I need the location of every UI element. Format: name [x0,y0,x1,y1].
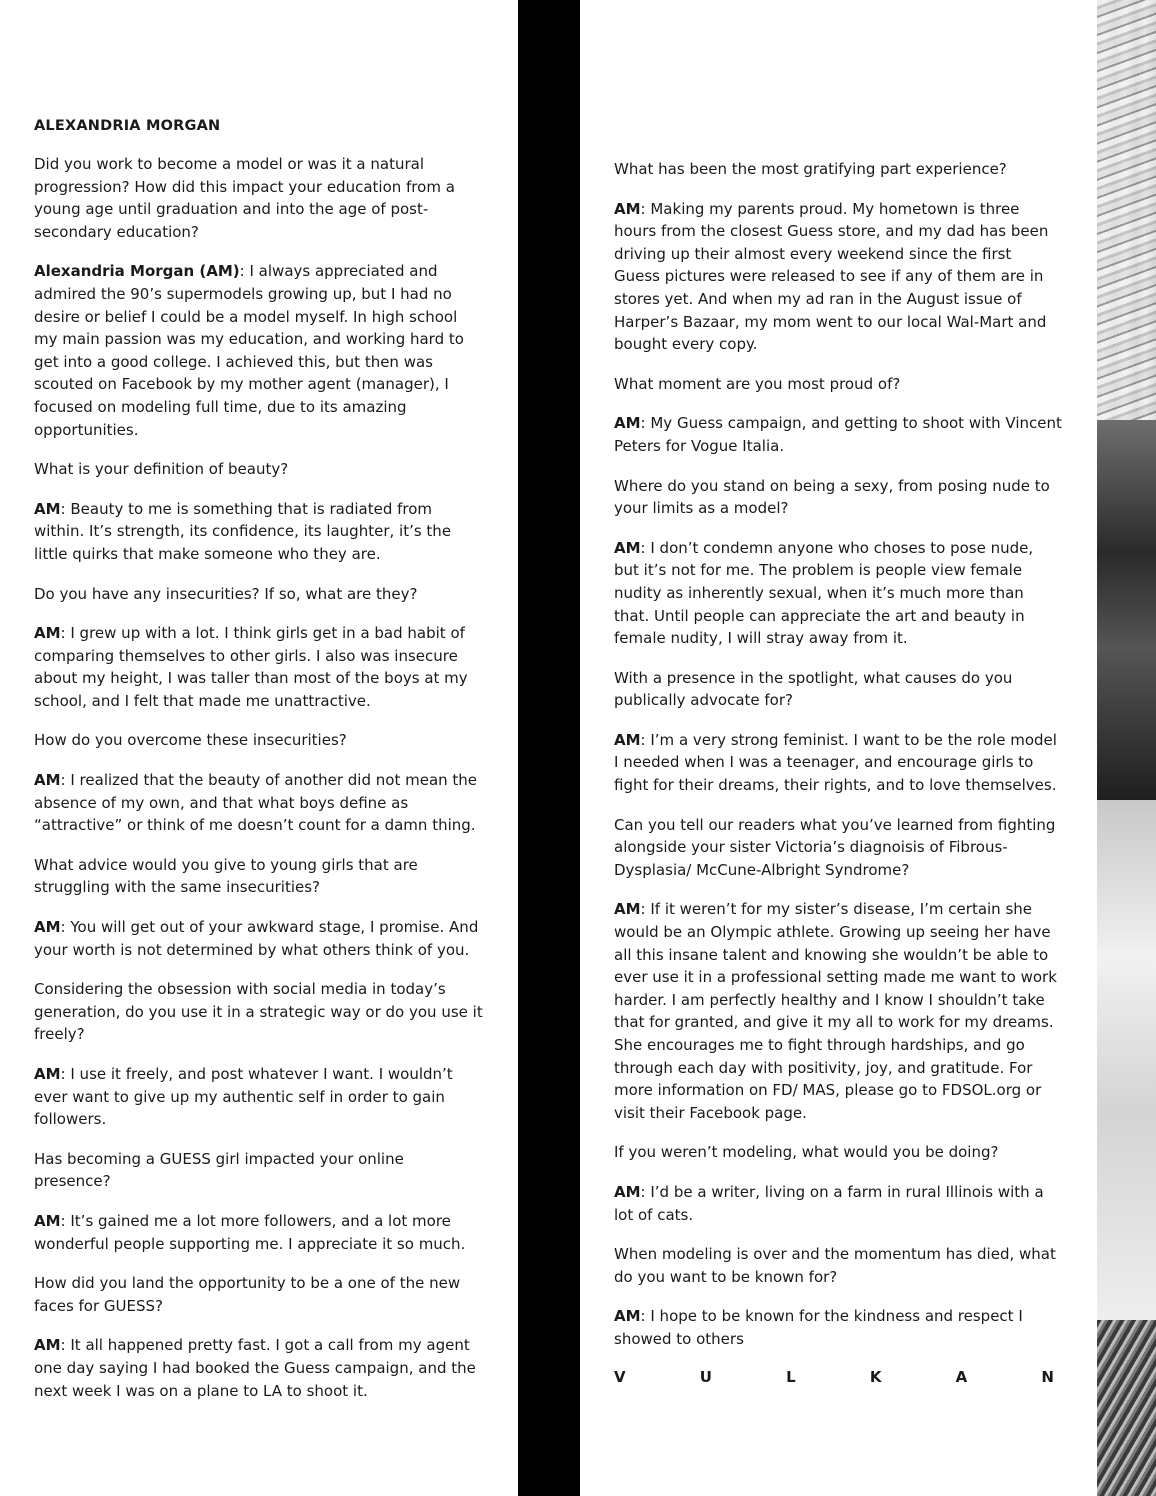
speaker-label: AM [614,730,641,749]
answer-paragraph [614,198,1062,356]
answer-paragraph [614,898,1062,1124]
brand-letter: L [786,1367,796,1386]
paragraph-text: : I realized that the beauty of another did not mean the absence of my own, and that what boys define as “attractive” or think of me doesn’t count for a damn thing. [34,771,478,835]
brand-letter: A [955,1367,968,1386]
speaker-label: AM [614,414,641,433]
paragraph-text: : I grew up with a lot. I think girls get in a bad habit of comparing themselves to other girls. I also was insecure about my height, I was taller than most of the boys at my school, and I felt that made me unattractive. [34,624,468,710]
question-paragraph [614,158,1062,181]
paragraph-text: : I always appreciated and admired the 90’s supermodels growing up, but I had no desire or belief I could be a model myself. In high school my main passion was my education, and working hard to get into a good college. I achieved this, but then was scouted on Facebook by my mother agent (manager), I focused on modeling full time, due to its amazing opportunities. [34,262,464,439]
question-paragraph [614,667,1062,712]
question-paragraph [614,1141,1062,1164]
paragraph-text: : I use it freely, and post whatever I want. I wouldn’t ever want to give up my authentic self in order to gain followers. [34,1065,453,1129]
question-paragraph [34,1148,484,1193]
brand-letter: U [699,1367,712,1386]
answer-paragraph [614,729,1062,797]
paragraph-text: Did you work to become a model or was it a natural progression? How did this impact your education from a young age until graduation and into the age of post-secondary education? [34,155,455,241]
paragraph-text: When modeling is over and the momentum has died, what do you want to be known for? [614,1245,1056,1286]
answer-paragraph [614,1181,1062,1226]
right-paragraphs [614,158,1062,1351]
paragraph-text: What is your definition of beauty? [34,460,289,479]
question-paragraph [34,854,484,899]
paragraph-text: : I’d be a writer, living on a farm in rural Illinois with a lot of cats. [614,1182,1044,1224]
right-column [614,158,1062,1488]
paragraph-text: Do you have any insecurities? If so, what are they? [34,584,418,603]
speaker-label: AM [614,1182,641,1201]
brand-letter: V [614,1367,626,1386]
speaker-label: AM [34,771,61,790]
speaker-label: Alexandria Morgan (AM) [34,262,240,281]
question-paragraph [34,978,484,1046]
speaker-label: AM [614,1307,641,1326]
brand-letter: N [1041,1367,1054,1386]
question-paragraph [614,373,1062,396]
paragraph-text: With a presence in the spotlight, what causes do you publically advocate for? [614,668,1013,710]
answer-paragraph [34,1063,484,1131]
paragraph-text: Has becoming a GUESS girl impacted your online presence? [34,1149,404,1191]
paragraph-text: : I hope to be known for the kindness and respect I showed to others [614,1307,1023,1348]
paragraph-text: : You will get out of your awkward stage, I promise. And your worth is not determined by what others think of you. [34,918,479,959]
center-black-bar [518,0,580,1496]
answer-paragraph [614,537,1062,650]
brand-letter: K [869,1367,882,1386]
answer-paragraph [34,498,484,566]
paragraph-text: : If it weren’t for my sister’s disease, I’m certain she would be an Olympic athlete. Growing up seeing her have all this insane talent and knowing she wouldn’t be able to ever use it in a professional setting made me want to work harder. I am perfectly healthy and I know I shouldn’t take that for granted, and give it my all to work for my dreams. She encourages me to fight through hardships, and go through each day with positivity, joy, and gratitude. For more information on FD/ MAS, please go to FDSOL.org or visit their Facebook page. [614,900,1057,1122]
speaker-label: AM [34,624,61,643]
paragraph-text: What moment are you most proud of? [614,374,901,393]
question-paragraph [34,153,484,243]
left-column [34,118,484,1488]
paragraph-text: Where do you stand on being a sexy, from posing nude to your limits as a model? [614,476,1050,518]
answer-paragraph [614,1305,1062,1350]
photo-texture-region [1097,1320,1156,1496]
answer-paragraph [614,412,1062,457]
paragraph-text: : It’s gained me a lot more followers, and a lot more wonderful people supporting me. I appreciate it so much. [34,1211,466,1253]
speaker-label: AM [34,918,61,937]
speaker-label: AM [34,1211,61,1230]
question-paragraph [614,1243,1062,1288]
paragraph-text: How do you overcome these insecurities? [34,731,347,750]
paragraph-text: : Beauty to me is something that is radiated from within. It’s strength, its confidence, its laughter, it’s the little quirks that make someone who they are. [34,499,452,563]
paragraph-text: : I’m a very strong feminist. I want to be the role model I needed when I was a teenager, and encourage girls to fight for their dreams, their rights, and to love themselves. [614,730,1057,795]
speaker-label: AM [34,499,61,518]
portrait-photo-strip [1097,0,1156,1496]
photo-light-region [1097,800,1156,1320]
paragraph-text: If you weren’t modeling, what would you be doing? [614,1143,999,1162]
speaker-label: AM [614,199,641,218]
question-paragraph [34,1272,484,1317]
article-heading: ALEXANDRIA MORGAN [34,118,221,134]
speaker-label: AM [614,900,641,919]
photo-hair-region [1097,0,1156,420]
question-paragraph [34,458,484,481]
question-paragraph [34,583,484,606]
answer-paragraph [34,916,484,961]
question-paragraph [614,814,1062,882]
paragraph-text: : Making my parents proud. My hometown is three hours from the closest Guess store, and my dad has been driving up their almost every weekend since the first Guess pictures were released to see if any of them are in stores yet. And when my ad ran in the August issue of Harper’s Bazaar, my mom went to our local Wal-Mart and bought every copy. [614,199,1049,354]
paragraph-text: What advice would you give to young girls that are struggling with the same insecurities? [34,855,418,897]
paragraph-text: : It all happened pretty fast. I got a call from my agent one day saying I had booked the Guess campaign, and the next week I was on a plane to LA to shoot it. [34,1336,476,1400]
paragraph-text: How did you land the opportunity to be a one of the new faces for GUESS? [34,1274,461,1315]
brand-wordmark [614,1368,1054,1386]
paragraph-text: Can you tell our readers what you’ve learned from fighting alongside your sister Victoria’s diagnoisis of Fibrous-Dysplasia/ McCune-Albright Syndrome? [614,815,1056,879]
question-paragraph [34,729,484,752]
paragraph-text: : I don’t condemn anyone who choses to pose nude, but it’s not for me. The problem is people view female nudity as inherently sexual, when it’s much more than that. Until people can appreciate the art and beauty in female nudity, I will stray away from it. [614,538,1034,648]
speaker-label: AM [34,1336,61,1355]
paragraph-text: What has been the most gratifying part experience? [614,160,1007,178]
question-paragraph [614,475,1062,520]
answer-paragraph [34,622,484,712]
answer-paragraph [34,260,484,441]
answer-paragraph [34,1334,484,1402]
paragraph-text: : My Guess campaign, and getting to shoot with Vincent Peters for Vogue Italia. [614,414,1062,455]
speaker-label: AM [34,1065,61,1083]
left-paragraphs [34,153,484,1402]
answer-paragraph [34,769,484,837]
paragraph-text: Considering the obsession with social media in today’s generation, do you use it in a strategic way or do you use it freely? [34,980,483,1044]
speaker-label: AM [614,538,641,557]
answer-paragraph [34,1210,484,1255]
photo-shadow-region [1097,420,1156,800]
